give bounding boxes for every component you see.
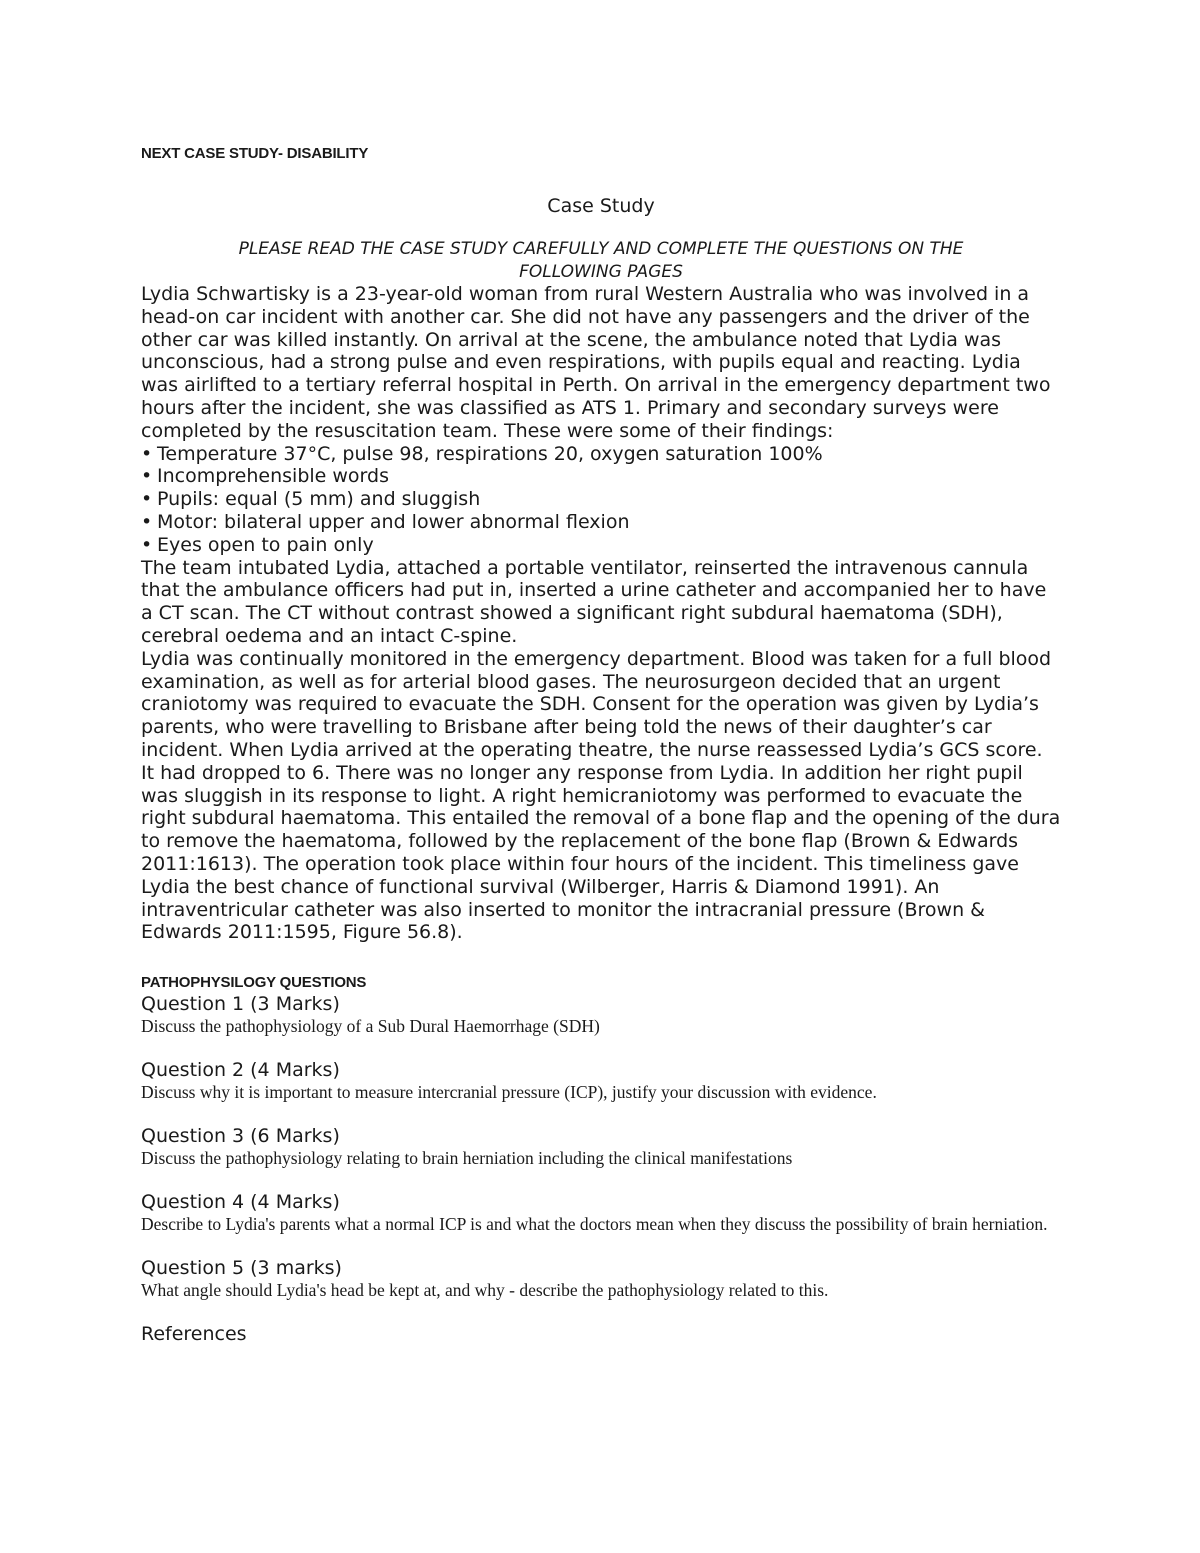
document-page: [141, 140, 1061, 1345]
finding-text: Incomprehensible words: [157, 465, 389, 488]
finding-text: Pupils: equal (5 mm) and sluggish: [157, 488, 481, 511]
paragraph-2: The team intubated Lydia, attached a portable ventilator, reinserted the intravenous cannula that the ambulance officers had put in, inserted a urine catheter and accompanied her to have a CT scan. The CT without contrast showed a significant right subdural haematoma (SDH), cerebral oedema and an intact C-spine.: [141, 556, 1047, 647]
question-text: Discuss why it is important to measure intercranial pressure (ICP), justify your discussion with evidence.: [141, 1082, 877, 1103]
document-heading: NEXT CASE STUDY- DISABILITY: [141, 145, 369, 162]
question-title: Question 5 (3 marks): [141, 1257, 342, 1280]
bullet-icon: •: [141, 533, 153, 556]
question-text: Discuss the pathophysiology of a Sub Dural Haemorrhage (SDH): [141, 1016, 600, 1037]
list-item: [141, 511, 1061, 534]
instructions: [141, 238, 1061, 283]
finding-text: Temperature 37°C, pulse 98, respirations 20, oxygen saturation 100%: [157, 442, 823, 465]
question-text: Discuss the pathophysiology relating to brain herniation including the clinical manifestations: [141, 1148, 793, 1169]
question-title: Question 1 (3 Marks): [141, 993, 340, 1016]
list-item: [141, 443, 1061, 466]
question-title: Question 2 (4 Marks): [141, 1059, 340, 1082]
question-2: [141, 1059, 1061, 1103]
case-study-title: Case Study: [547, 195, 655, 217]
list-item: [141, 465, 1061, 488]
question-text: Describe to Lydia's parents what a normal ICP is and what the doctors mean when they discuss the possibility of brain herniation.: [141, 1214, 1048, 1235]
question-text: What angle should Lydia's head be kept at, and why - describe the pathophysiology related to this.: [141, 1280, 829, 1301]
paragraph-3: Lydia was continually monitored in the emergency department. Blood was taken for a full blood examination, as well as for arterial blood gases. The neurosurgeon decided that an urgent craniotomy was required to evacuate the SDH. Consent for the operation was given by Lydia’s parents, who were travelling to Brisbane after being told the news of their daughter’s car incident. When Lydia arrived at the operating theatre, the nurse reassessed Lydia’s GCS score. It had dropped to 6. There was no longer any response from Lydia. In addition her right pupil was sluggish in its response to light. A right hemicraniotomy was performed to evacuate the right subdural haematoma. This entailed the removal of a bone flap and the opening of the dura to remove the haematoma, followed by the replacement of the bone flap (Brown & Edwards 2011:1613). The operation took place within four hours of the incident. This timeliness gave Lydia the best chance of functional survival (Wilberger, Harris & Diamond 1991). An intraventricular catheter was also inserted to monitor the intracranial pressure (Brown & Edwards 2011:1595, Figure 56.8).: [141, 647, 1061, 944]
questions-heading: PATHOPHYSILOGY QUESTIONS: [141, 974, 367, 992]
question-title: Question 4 (4 Marks): [141, 1191, 340, 1214]
question-4: [141, 1191, 1061, 1235]
bullet-icon: •: [141, 488, 153, 511]
question-3: [141, 1125, 1061, 1169]
bullet-icon: •: [141, 465, 153, 488]
finding-text: Motor: bilateral upper and lower abnormal flexion: [157, 510, 630, 533]
findings-list: [141, 443, 1061, 557]
references-heading: References: [141, 1323, 247, 1346]
bullet-icon: •: [141, 510, 153, 533]
instructions-line-1: PLEASE READ THE CASE STUDY CAREFULLY AND COMPLETE THE QUESTIONS ON THE: [238, 239, 964, 259]
question-1: [141, 993, 1061, 1037]
list-item: [141, 488, 1061, 511]
bullet-icon: •: [141, 442, 153, 465]
question-title: Question 3 (6 Marks): [141, 1125, 340, 1148]
finding-text: Eyes open to pain only: [157, 533, 374, 556]
question-5: [141, 1257, 1061, 1301]
list-item: [141, 534, 1061, 557]
intro-paragraph: Lydia Schwartisky is a 23-year-old woman from rural Western Australia who was involved in a head-on car incident with another car. She did not have any passengers and the driver of the other car was killed instantly. On arrival at the scene, the ambulance noted that Lydia was unconscious, had a strong pulse and even respirations, with pupils equal and reacting. Lydia was airlifted to a tertiary referral hospital in Perth. On arrival in the emergency department two hours after the incident, she was classified as ATS 1. Primary and secondary surveys were completed by the resuscitation team. These were some of their findings:: [141, 283, 1051, 442]
instructions-line-2: FOLLOWING PAGES: [519, 261, 683, 282]
